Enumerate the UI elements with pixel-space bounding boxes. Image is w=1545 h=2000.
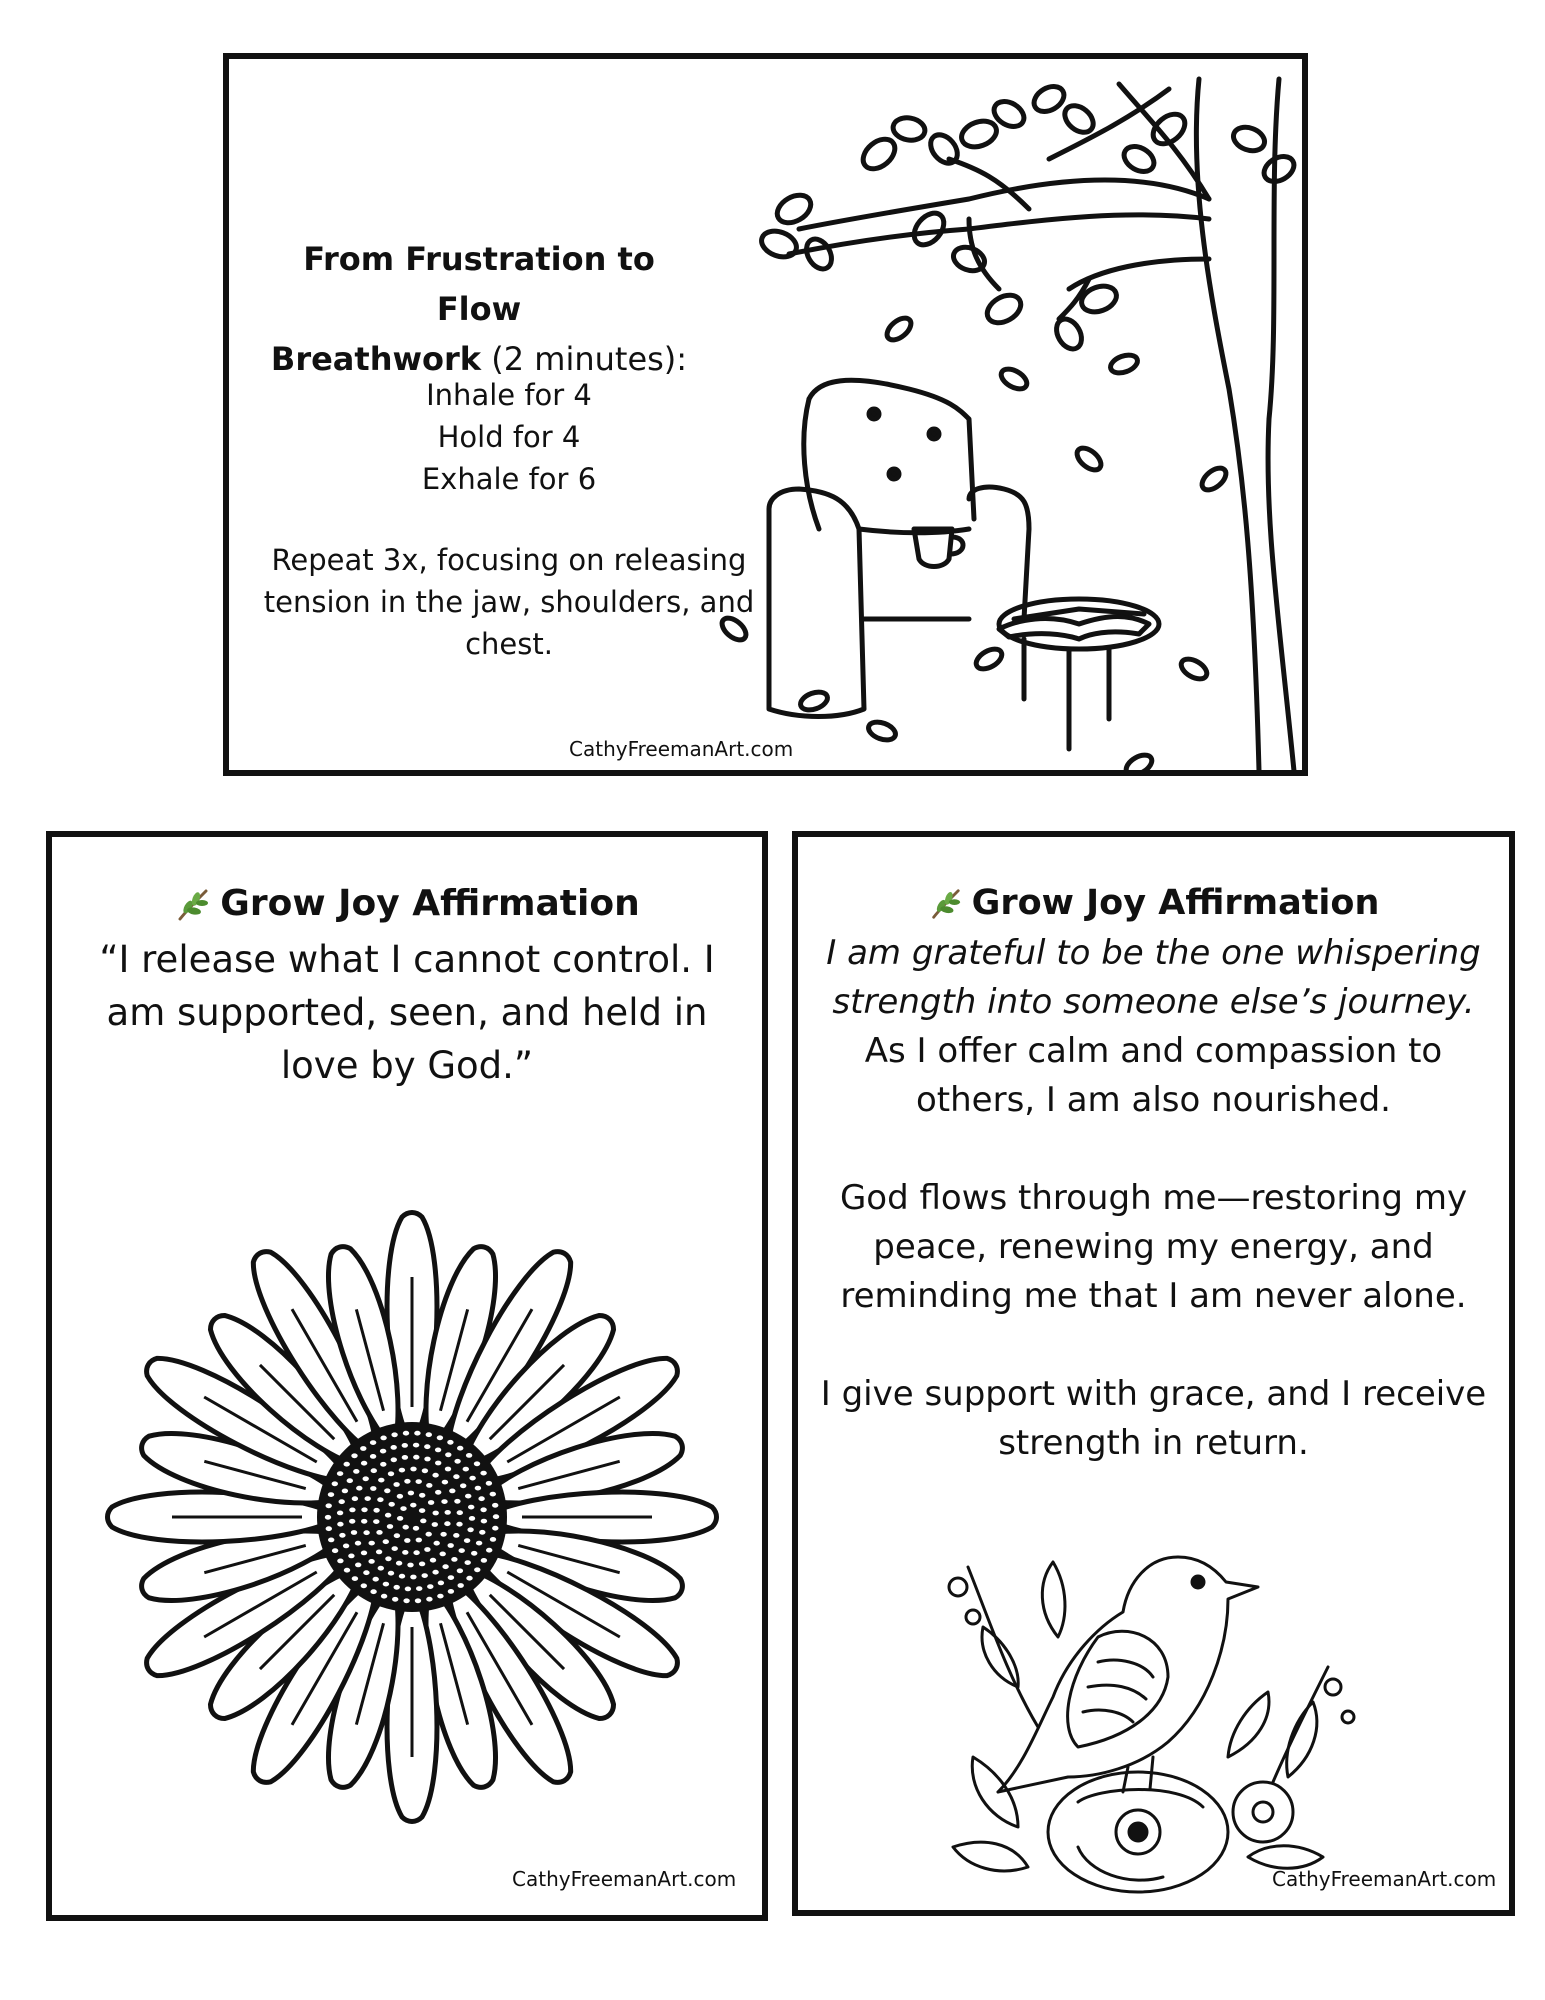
daisy-seed xyxy=(355,1541,361,1546)
daisy-seed xyxy=(403,1525,409,1530)
daisy-seed xyxy=(396,1561,402,1566)
daisy-seed xyxy=(413,1526,419,1531)
daisy-seed xyxy=(403,1598,409,1603)
daisy-seed xyxy=(332,1548,338,1553)
sprout-icon xyxy=(928,887,962,921)
heading-text: Grow Joy Affirmation xyxy=(220,883,640,924)
daisy-seed xyxy=(414,1431,420,1436)
heading-text: Grow Joy Affirmation xyxy=(971,883,1380,923)
daisy-seed xyxy=(410,1467,416,1472)
daisy-seed xyxy=(385,1556,391,1561)
daisy-seed xyxy=(481,1558,487,1563)
daisy-seed xyxy=(384,1488,390,1493)
daisy-seed xyxy=(373,1519,379,1524)
daisy-seed xyxy=(457,1446,463,1451)
daisy-seed xyxy=(415,1598,421,1603)
daisy-seed xyxy=(445,1467,451,1472)
daisy-seed xyxy=(388,1471,394,1476)
daisy-seed xyxy=(437,1594,443,1599)
daisy-seed xyxy=(361,1519,367,1524)
website-footer: CathyFreemanArt.com xyxy=(1272,1867,1497,1891)
daisy-seed xyxy=(361,1583,367,1588)
daisy-seed xyxy=(480,1471,486,1476)
daisy-seed xyxy=(400,1506,406,1511)
daisy-seed xyxy=(422,1573,428,1578)
daisy-seed xyxy=(376,1550,382,1555)
daisy-seed xyxy=(416,1479,422,1484)
breathing-steps xyxy=(369,374,649,500)
daisy-seed xyxy=(363,1476,369,1481)
affirmation-paragraph-3: I give support with grace, and I receive strength in return. xyxy=(820,1374,1487,1463)
daisy-seed xyxy=(349,1519,355,1524)
daisy-seed xyxy=(444,1521,450,1526)
daisy-seed xyxy=(393,1482,399,1487)
daisy-seed xyxy=(424,1444,430,1449)
daisy-seed xyxy=(422,1468,428,1473)
daisy-seed xyxy=(471,1551,477,1556)
daisy-seed xyxy=(361,1551,367,1556)
daisy-seed xyxy=(385,1513,391,1518)
daisy-seed xyxy=(328,1538,334,1543)
daisy-seed xyxy=(391,1445,397,1450)
bird-flowers-illustration xyxy=(928,1527,1378,1912)
daisy-seed xyxy=(460,1483,466,1488)
daisy-seed xyxy=(466,1576,472,1581)
daisy-seed xyxy=(430,1558,436,1563)
daisy-seed xyxy=(402,1550,408,1555)
daisy-seed xyxy=(370,1486,376,1491)
daisy-seed xyxy=(419,1493,425,1498)
daisy-seed xyxy=(465,1494,471,1499)
daisy-seed xyxy=(432,1473,438,1478)
daisy-seed xyxy=(402,1455,408,1460)
daisy-seed xyxy=(383,1539,389,1544)
daisy-seed xyxy=(481,1519,487,1524)
italic-affirmation: I am grateful to be the one whispering strength into someone else’s journey. xyxy=(826,933,1481,1022)
daisy-seed xyxy=(377,1497,383,1502)
daisy-seed xyxy=(373,1508,379,1513)
sprout-icon xyxy=(174,887,210,923)
daisy-seed xyxy=(339,1533,345,1538)
daisy-seed xyxy=(492,1526,498,1531)
daisy-seed xyxy=(492,1503,498,1508)
daisy-seed xyxy=(352,1496,358,1501)
daisy-seed xyxy=(397,1494,403,1499)
daisy-seed xyxy=(342,1489,348,1494)
daisy-seed xyxy=(360,1446,366,1451)
daisy-seed xyxy=(381,1594,387,1599)
affirmation-line-2: As I offer calm and compassion to others, I am also nourished. xyxy=(864,1031,1443,1120)
daisy-seed xyxy=(480,1507,486,1512)
daisy-seed xyxy=(468,1505,474,1510)
daisy-seed xyxy=(413,1455,419,1460)
daisy-seed xyxy=(438,1581,444,1586)
daisy-seed xyxy=(392,1546,398,1551)
daisy-seed xyxy=(475,1486,481,1491)
daisy-seed xyxy=(437,1435,443,1440)
daisy-seed xyxy=(356,1486,362,1491)
daisy-seed xyxy=(348,1554,354,1559)
daisy-seed xyxy=(361,1507,367,1512)
daisy-seed xyxy=(328,1492,334,1497)
daisy-seed xyxy=(432,1570,438,1575)
daisy-seed xyxy=(426,1532,432,1537)
daisy-seed xyxy=(454,1499,460,1504)
daisy-seed xyxy=(407,1563,413,1568)
daisy-seed xyxy=(405,1587,411,1592)
daisy-seed xyxy=(441,1499,447,1504)
daisy-seed xyxy=(391,1457,397,1462)
daisy-seed xyxy=(361,1461,367,1466)
daisy-seed xyxy=(435,1448,441,1453)
daisy-seed xyxy=(344,1462,350,1467)
daisy-seed xyxy=(397,1516,403,1521)
repeat-instructions: Repeat 3x, focusing on releasing tension in the jaw, shoulders, and chest. xyxy=(263,543,755,661)
daisy-seed xyxy=(347,1478,353,1483)
daisy-seed xyxy=(402,1443,408,1448)
daisy-seed xyxy=(464,1538,470,1543)
daisy-seed xyxy=(479,1530,485,1535)
daisy-seed xyxy=(410,1503,416,1508)
daisy-seed xyxy=(380,1436,386,1441)
daisy-seed xyxy=(463,1467,469,1472)
daisy-seed xyxy=(435,1490,441,1495)
daisy-seed xyxy=(419,1508,425,1513)
daisy-seed xyxy=(440,1552,446,1557)
daisy-seed xyxy=(424,1547,430,1552)
affirmation-paragraph-2: God flows through me—restoring my peace, renewing my energy, and reminding me that I am never alone. xyxy=(839,1178,1468,1316)
daisy-seed xyxy=(337,1471,343,1476)
daisy-seed xyxy=(427,1584,433,1589)
daisy-seed xyxy=(449,1489,455,1494)
daisy-seed xyxy=(469,1476,475,1481)
daisy-seed xyxy=(380,1462,386,1467)
daisy-seed xyxy=(343,1544,349,1549)
daisy-seed xyxy=(486,1548,492,1553)
daisy-seed xyxy=(410,1575,416,1580)
daisy-seed xyxy=(433,1511,439,1516)
daisy-seed xyxy=(469,1516,475,1521)
website-footer: CathyFreemanArt.com xyxy=(512,1867,737,1891)
daisy-seed xyxy=(378,1478,384,1483)
daisy-seed xyxy=(457,1510,463,1515)
daisy-seed xyxy=(370,1440,376,1445)
daisy-seed xyxy=(434,1541,440,1546)
daisy-seed xyxy=(373,1577,379,1582)
daisy-seed xyxy=(349,1508,355,1513)
daisy-center xyxy=(317,1422,507,1612)
daisy-seed xyxy=(337,1559,343,1564)
daisy-seed xyxy=(419,1562,425,1567)
daisy-seed xyxy=(458,1583,464,1588)
daisy-seed xyxy=(435,1461,441,1466)
daisy-seed xyxy=(420,1519,426,1524)
affirmation-heading xyxy=(52,879,762,929)
daisy-seed xyxy=(337,1522,343,1527)
daisy-seed xyxy=(389,1502,395,1507)
daisy-seed xyxy=(388,1571,394,1576)
daisy-seed xyxy=(355,1563,361,1568)
daisy-seed xyxy=(442,1564,448,1569)
daisy-seed xyxy=(387,1524,393,1529)
daisy-seed xyxy=(404,1538,410,1543)
affirmation-card-right xyxy=(792,831,1515,1916)
breathwork-card xyxy=(223,53,1308,776)
daisy-seed xyxy=(394,1533,400,1538)
daisy-seed xyxy=(445,1452,451,1457)
daisy-seed xyxy=(416,1586,422,1591)
daisy-flower-illustration xyxy=(72,1172,752,1862)
daisy-seed xyxy=(453,1533,459,1538)
daisy-seed xyxy=(453,1474,459,1479)
daisy-seed xyxy=(339,1499,345,1504)
daisy-seed xyxy=(404,1479,410,1484)
daisy-seed xyxy=(380,1449,386,1454)
daisy-seed xyxy=(399,1468,405,1473)
daisy-seed xyxy=(353,1469,359,1474)
daisy-seed xyxy=(465,1560,471,1565)
daisy-seed xyxy=(392,1597,398,1602)
title-line-2: Breathwork xyxy=(270,340,482,378)
affirmation-body xyxy=(818,929,1489,1468)
daisy-seed xyxy=(448,1543,454,1548)
daisy-seed xyxy=(326,1526,332,1531)
daisy-seed xyxy=(478,1496,484,1501)
daisy-seed xyxy=(457,1568,463,1573)
daisy-seed xyxy=(351,1530,357,1535)
daisy-seed xyxy=(344,1568,350,1573)
daisy-seed xyxy=(368,1559,374,1564)
daisy-seed xyxy=(394,1585,400,1590)
daisy-seed xyxy=(326,1503,332,1508)
daisy-seed xyxy=(454,1459,460,1464)
daisy-seed xyxy=(363,1530,369,1535)
daisy-seed xyxy=(325,1515,331,1520)
daisy-seed xyxy=(337,1511,343,1516)
daisy-seed xyxy=(467,1527,473,1532)
daisy-seed xyxy=(416,1538,422,1543)
daisy-seed xyxy=(370,1589,376,1594)
tree-armchair-illustration xyxy=(669,59,1309,771)
daisy-seed xyxy=(459,1548,465,1553)
daisy-seed xyxy=(426,1483,432,1488)
daisy-seed xyxy=(363,1570,369,1575)
daisy-seed xyxy=(365,1496,371,1501)
daisy-seed xyxy=(451,1557,457,1562)
daisy-seed xyxy=(456,1522,462,1527)
breathwork-title xyxy=(269,234,689,384)
website-footer: CathyFreemanArt.com xyxy=(569,737,794,761)
daisy-seed xyxy=(474,1461,480,1466)
daisy-seed xyxy=(493,1514,499,1519)
daisy-seed xyxy=(352,1576,358,1581)
daisy-seed xyxy=(378,1566,384,1571)
affirmation-card-left xyxy=(46,831,768,1921)
daisy-seed xyxy=(432,1522,438,1527)
daisy-seed xyxy=(424,1457,430,1462)
daisy-seed xyxy=(376,1530,382,1535)
daisy-seed xyxy=(442,1480,448,1485)
title-duration: (2 minutes): xyxy=(481,340,688,378)
daisy-seed xyxy=(486,1481,492,1486)
daisy-seed xyxy=(466,1453,472,1458)
daisy-seed xyxy=(403,1431,409,1436)
daisy-seed xyxy=(351,1453,357,1458)
daisy-seed xyxy=(369,1541,375,1546)
daisy-seed xyxy=(391,1432,397,1437)
daisy-seed xyxy=(490,1492,496,1497)
affirmation-heading xyxy=(798,879,1509,927)
daisy-seed xyxy=(440,1532,446,1537)
daisy-seed xyxy=(332,1481,338,1486)
affirmation-quote: “I release what I cannot control. I am supported, seen, and held in love by God.” xyxy=(99,938,715,1087)
step-exhale: Exhale for 6 xyxy=(421,462,597,496)
daisy-seed xyxy=(448,1575,454,1580)
title-line-1: From Frustration to Flow xyxy=(303,240,655,328)
daisy-seed xyxy=(371,1468,377,1473)
daisy-seed xyxy=(445,1510,451,1515)
daisy-seed xyxy=(413,1443,419,1448)
daisy-seed xyxy=(399,1574,405,1579)
daisy-seed xyxy=(428,1500,434,1505)
daisy-seed xyxy=(426,1597,432,1602)
daisy-seed xyxy=(383,1582,389,1587)
daisy-seed xyxy=(426,1432,432,1437)
daisy-seed xyxy=(370,1454,376,1459)
daisy-seed xyxy=(413,1550,419,1555)
daisy-seed xyxy=(476,1541,482,1546)
daisy-seed xyxy=(474,1567,480,1572)
daisy-seed xyxy=(408,1491,414,1496)
daisy-seed xyxy=(448,1589,454,1594)
step-inhale: Inhale for 4 xyxy=(426,378,592,412)
step-hold: Hold for 4 xyxy=(437,420,581,454)
daisy-seed xyxy=(490,1537,496,1542)
daisy-seed xyxy=(447,1440,453,1445)
